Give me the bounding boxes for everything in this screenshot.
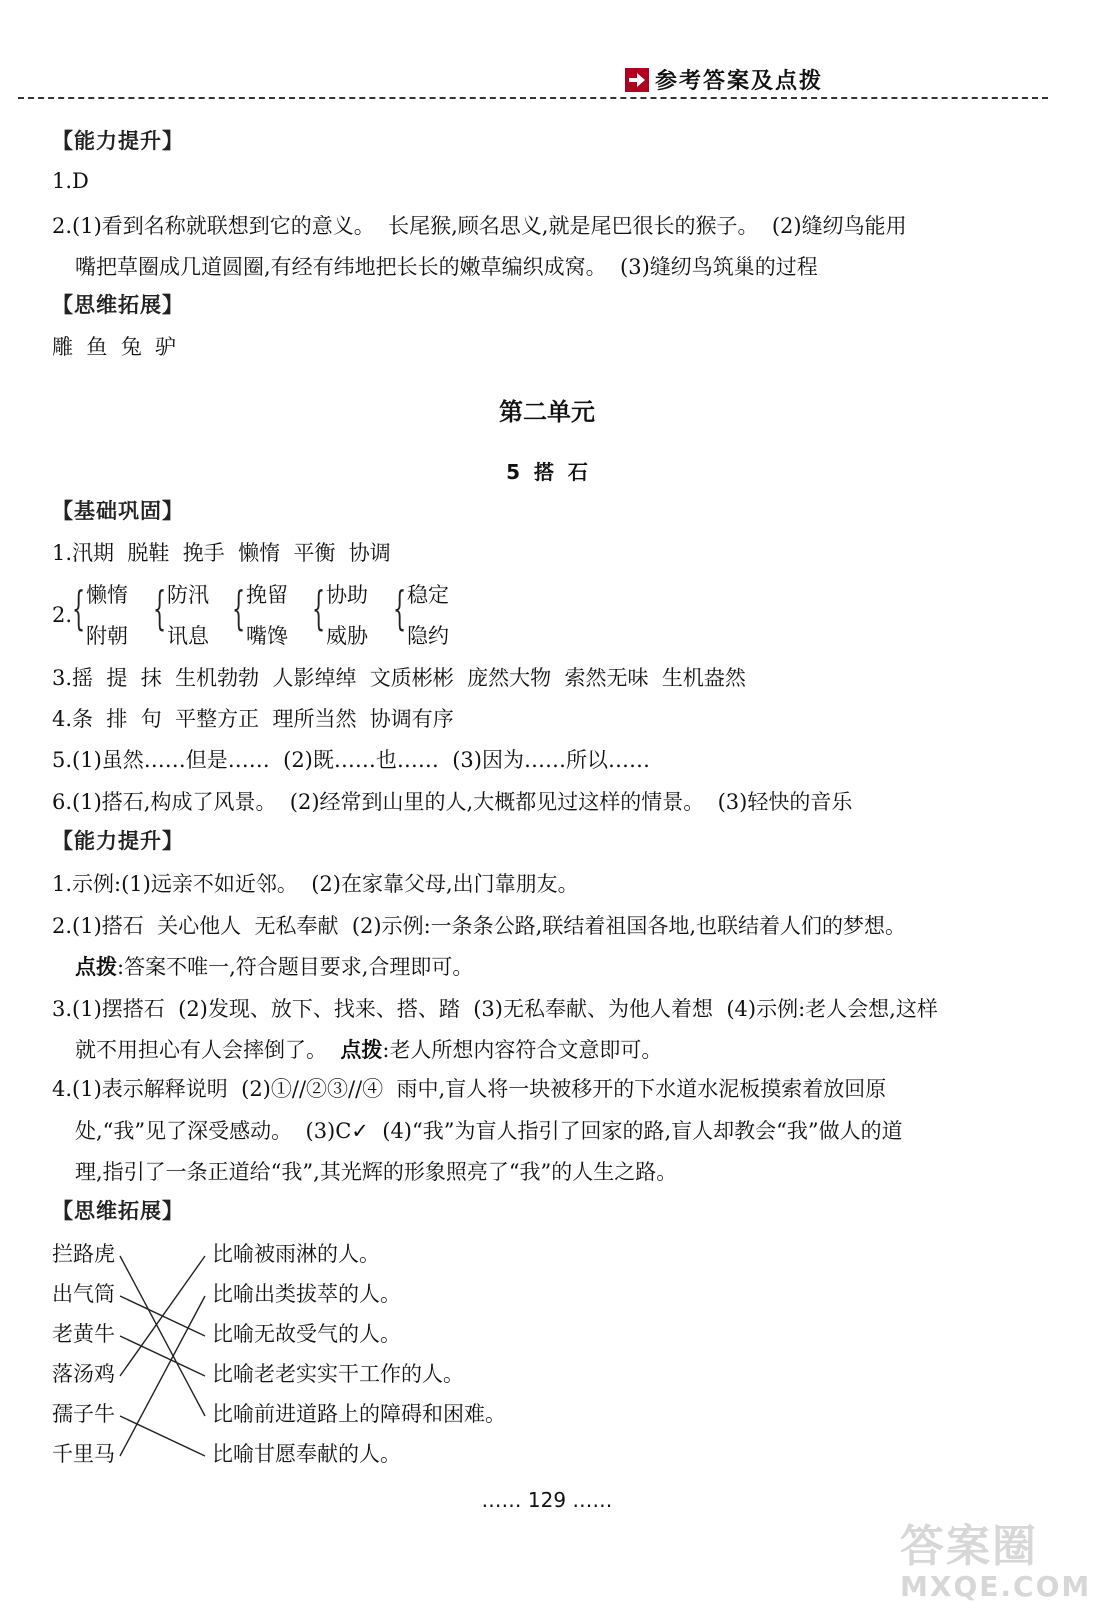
word-bottom: 隐约: [407, 624, 449, 648]
section-heading-thinking: 【思维拓展】: [52, 1199, 184, 1223]
word-bottom: 嘴馋: [246, 624, 288, 648]
word-top: 协助: [326, 583, 368, 607]
brace-icon: {: [72, 581, 86, 635]
word-top: 挽留: [246, 583, 288, 607]
answer-line: 2.(1)搭石 关心他人 无私奉献 (2)示例:一条条公路,联结着祖国各地,也联结着人们的梦想。: [52, 914, 907, 938]
tip-text: :老人所想内容符合文意即可。: [382, 1038, 663, 1062]
answer-number: 2.: [52, 603, 73, 627]
answer-line: 1.D: [52, 169, 89, 193]
tip-label: 点拨: [75, 955, 117, 979]
brace-icon: {: [153, 581, 167, 635]
answer-text: 就不用担心有人会摔倒了。: [75, 1038, 341, 1062]
word-bottom: 讯息: [167, 624, 209, 648]
match-line: [120, 1296, 205, 1456]
match-line: [120, 1256, 205, 1376]
answer-line: 6.(1)搭石,构成了风景。 (2)经常到山里的人,大概都见过这样的情景。 (3)轻快的音乐: [52, 790, 853, 814]
match-term: 出气筒: [52, 1282, 115, 1306]
match-line: [120, 1256, 205, 1416]
word-top: 防汛: [167, 583, 209, 607]
watermark-logo: [900, 1510, 1091, 1603]
section-heading-ability: 【能力提升】: [52, 129, 184, 153]
watermark-url: MXQE.COM: [900, 1570, 1092, 1603]
brace-icon: {: [312, 581, 326, 635]
match-term: 老黄牛: [52, 1322, 115, 1346]
match-line: [120, 1336, 205, 1376]
answer-line: 3.摇 提 抹 生机勃勃 人影绰绰 文质彬彬 庞然大物 索然无味 生机盎然: [52, 666, 746, 690]
answer-line: 雕 鱼 兔 驴: [52, 335, 177, 359]
match-meaning: 比喻老老实实干工作的人。: [212, 1362, 464, 1386]
answer-line: 理,指引了一条正道给“我”,其光辉的形象照亮了“我”的人生之路。: [75, 1160, 678, 1184]
match-term: 落汤鸡: [52, 1362, 115, 1386]
answer-line: 嘴把草圈成几道圆圈,有经有纬地把长长的嫩草编织成窝。 (3)缝纫鸟筑巢的过程: [75, 255, 818, 279]
section-heading-basics: 【基础巩固】: [52, 499, 184, 523]
answer-line: 1.汛期 脱鞋 挽手 懒惰 平衡 协调: [52, 541, 391, 565]
word-top: 稳定: [407, 583, 449, 607]
tip-label: 点拨: [340, 1038, 383, 1062]
tip-text: :答案不唯一,符合题目要求,合理即可。: [117, 955, 474, 979]
brace-icon: {: [232, 581, 246, 635]
match-meaning: 比喻被雨淋的人。: [212, 1242, 380, 1266]
match-meaning: 比喻无故受气的人。: [212, 1322, 401, 1346]
answer-line: 3.(1)摆搭石 (2)发现、放下、找来、搭、踏 (3)无私奉献、为他人着想 (4)示例:老人会想,这样: [52, 997, 938, 1021]
section-heading-thinking: 【思维拓展】: [52, 293, 184, 317]
match-line: [120, 1416, 205, 1456]
match-meaning: 比喻甘愿奉献的人。: [212, 1442, 401, 1466]
word-top: 懒惰: [86, 583, 128, 607]
watermark-text: 答案圈: [900, 1521, 1038, 1572]
header-title: 参考答案及点拨: [655, 69, 824, 94]
answer-line: 2.(1)看到名称就联想到它的意义。 长尾猴,顾名思义,就是尾巴很长的猴子。 (2)缝纫鸟能用: [52, 214, 907, 238]
match-term: 拦路虎: [52, 1242, 115, 1266]
unit-title: 第二单元: [499, 398, 595, 426]
brace-icon: {: [393, 581, 407, 635]
match-meaning: 比喻前进道路上的障碍和困难。: [212, 1402, 506, 1426]
match-term: 孺子牛: [52, 1402, 115, 1426]
answer-line: 处,“我”见了深受感动。 (3)C✓ (4)“我”为盲人指引了回家的路,盲人却教会“我”做人的道: [75, 1119, 903, 1143]
answer-line: 4.条 排 句 平整方正 理所当然 协调有序: [52, 707, 454, 731]
section-heading-ability: 【能力提升】: [52, 829, 184, 853]
answer-line: 1.示例:(1)远亲不如近邻。 (2)在家靠父母,出门靠朋友。: [52, 872, 579, 896]
page-number: …… 129 ……: [481, 1488, 613, 1512]
word-bottom: 威胁: [326, 624, 368, 648]
lesson-title: 5 搭 石: [506, 460, 588, 484]
match-meaning: 比喻出类拔萃的人。: [212, 1282, 401, 1306]
match-term: 千里马: [52, 1442, 115, 1466]
answer-line: 5.(1)虽然……但是…… (2)既……也…… (3)因为……所以……: [52, 748, 650, 772]
answer-line: 4.(1)表示解释说明 (2)①//②③//④ 雨中,盲人将一块被移开的下水道水泥板摸索着放回原: [52, 1077, 887, 1101]
word-bottom: 附朝: [86, 624, 128, 648]
